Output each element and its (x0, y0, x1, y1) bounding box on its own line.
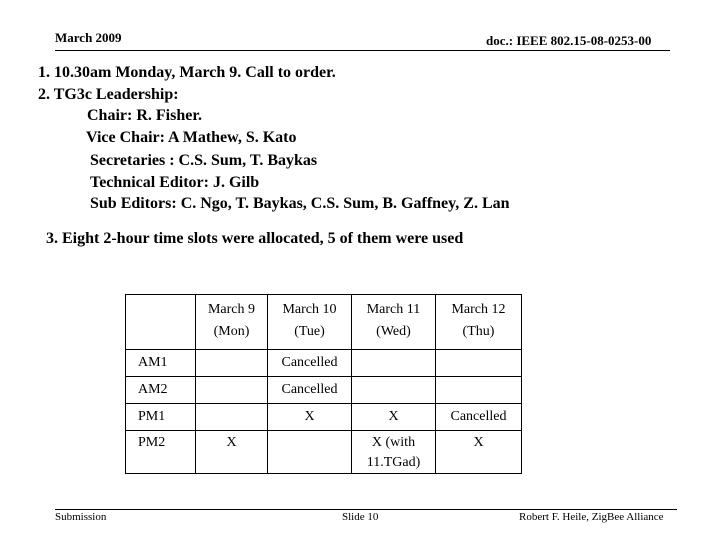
item-time-slots: 3. Eight 2-hour time slots were allocated, 5 of them were used (46, 230, 464, 247)
column-header-march-11: March 11 (Wed) (352, 295, 436, 350)
table-cell (436, 377, 522, 404)
table-cell: X (268, 404, 352, 431)
table-cell (352, 350, 436, 377)
column-header-march-9: March 9 (Mon) (196, 295, 268, 350)
row-label-pm1: PM1 (126, 404, 196, 431)
vice-chair-line: Vice Chair: A Mathew, S. Kato (86, 129, 297, 146)
header-date: March 2009 (55, 30, 122, 45)
column-header-march-10: March 10 (Tue) (268, 295, 352, 350)
table-cell: X (196, 431, 268, 474)
table-cell: X (with 11.TGad) (352, 431, 436, 474)
table-cell: Cancelled (436, 404, 522, 431)
technical-editor-line: Technical Editor: J. Gilb (90, 174, 260, 191)
table-cell: Cancelled (268, 350, 352, 377)
table-corner-cell (126, 295, 196, 350)
row-label-am2: AM2 (126, 377, 196, 404)
footer-slide-number: Slide 10 (342, 511, 379, 523)
table-cell (436, 350, 522, 377)
item-call-to-order: 1. 10.30am Monday, March 9. Call to order. (38, 64, 336, 81)
footer-author: Robert F. Heile, ZigBee Alliance (519, 511, 664, 523)
sub-editors-line: Sub Editors: C. Ngo, T. Baykas, C.S. Sum, B. Gaffney, Z. Lan (90, 195, 510, 212)
table-cell: Cancelled (268, 377, 352, 404)
table-cell (268, 431, 352, 474)
table-row (126, 404, 522, 431)
table-cell: X (436, 431, 522, 474)
table-cell (196, 350, 268, 377)
row-label-pm2: PM2 (126, 431, 196, 474)
chair-line: Chair: R. Fisher. (87, 107, 202, 124)
table-row (126, 431, 522, 474)
column-header-march-12: March 12 (Thu) (436, 295, 522, 350)
table-cell (352, 377, 436, 404)
table-cell: X (352, 404, 436, 431)
table-header-row (126, 295, 522, 350)
table-row (126, 350, 522, 377)
table-row (126, 377, 522, 404)
header-doc-id: doc.: IEEE 802.15-08-0253-00 (486, 33, 652, 48)
table-cell (196, 404, 268, 431)
table-cell (196, 377, 268, 404)
footer-submission: Submission (55, 511, 107, 523)
footer-rule (55, 509, 677, 510)
secretaries-line: Secretaries : C.S. Sum, T. Baykas (90, 152, 318, 169)
header-rule (55, 50, 670, 51)
item-leadership: 2. TG3c Leadership: (38, 86, 179, 103)
schedule-table (125, 294, 522, 474)
row-label-am1: AM1 (126, 350, 196, 377)
